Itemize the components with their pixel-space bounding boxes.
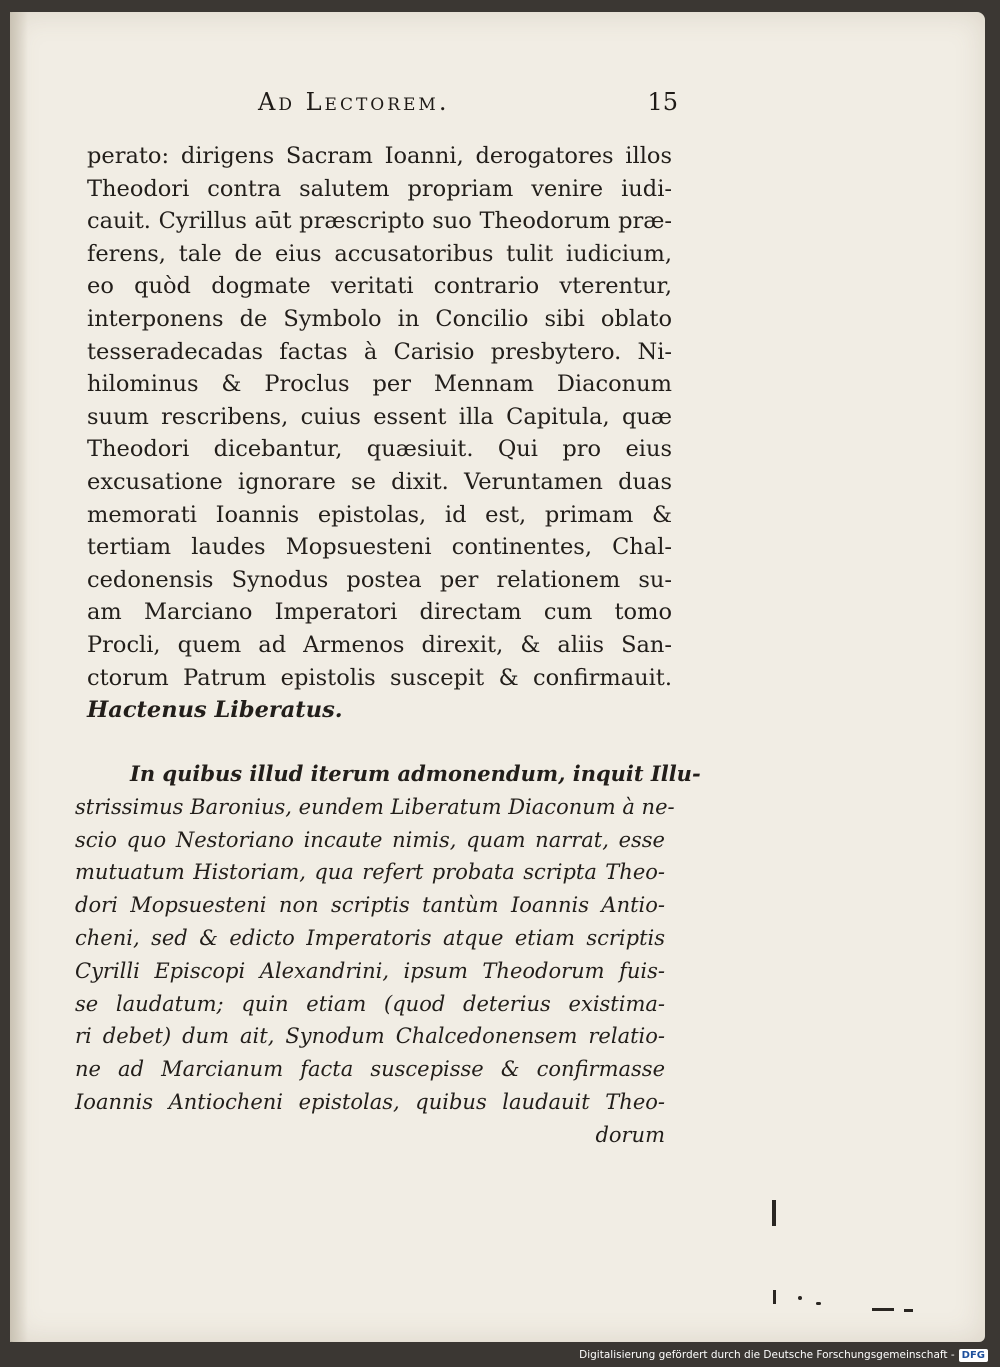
text-line: ctorum Patrum epistolis suscepit & confirmauit. bbox=[87, 664, 672, 691]
running-head: Ad Lectorem. bbox=[258, 88, 450, 116]
catchword: dorum bbox=[595, 1122, 665, 1147]
italic-line: Cyrilli Episcopi Alexandrini, ipsum Theodorum fuis- bbox=[75, 958, 665, 983]
text-line: Theodori dicebantur, quæsiuit. Qui pro eius bbox=[87, 436, 672, 463]
ink-mark bbox=[772, 1200, 776, 1226]
italic-line: ne ad Marcianum facta suscepisse & confirmasse bbox=[75, 1057, 665, 1082]
text-line: tertiam laudes Mopsuesteni continentes, Chal- bbox=[87, 534, 672, 561]
text-line: cauit. Cyrillus aūt præscripto suo Theodorum præ- bbox=[87, 208, 672, 235]
italic-line: Ioannis Antiocheni epistolas, quibus laudauit Theo- bbox=[75, 1089, 665, 1114]
text-line: eo quòd dogmate veritati contrario vterentur, bbox=[87, 273, 672, 300]
credit-text: Digitalisierung gefördert durch die Deutsche Forschungsgemeinschaft - bbox=[579, 1349, 955, 1361]
italic-line: cheni, sed & edicto Imperatoris atque etiam scriptis bbox=[75, 925, 665, 950]
text-line: suum rescribens, cuius essent illa Capitula, quæ bbox=[87, 403, 672, 430]
dfg-logo: DFG bbox=[959, 1349, 988, 1362]
page-number: 15 bbox=[647, 88, 678, 116]
page-header bbox=[258, 88, 678, 128]
italic-line: ri debet) dum ait, Synodum Chalcedonensem relatio- bbox=[75, 1024, 665, 1049]
italic-quotation-block bbox=[75, 758, 701, 1152]
text-line: tesseradecadas factas à Carisio presbytero. Ni- bbox=[87, 338, 672, 365]
text-line: memorati Ioannis epistolas, id est, primam & bbox=[87, 501, 672, 528]
ink-mark bbox=[872, 1308, 894, 1311]
ink-mark bbox=[773, 1290, 776, 1304]
text-line: ferens, tale de eius accusatoribus tulit iudicium, bbox=[87, 240, 672, 267]
text-line: Procli, quem ad Armenos direxit, & aliis San- bbox=[87, 631, 672, 658]
text-line: excusatione ignorare se dixit. Veruntamen duas bbox=[87, 468, 672, 495]
italic-line: scio quo Nestoriano incaute nimis, quam narrat, esse bbox=[75, 827, 665, 852]
ink-speck bbox=[798, 1296, 802, 1300]
page-gutter-shadow bbox=[10, 12, 28, 1342]
attribution-line: Hactenus Liberatus. bbox=[87, 697, 343, 724]
text-line: interponens de Symbolo in Concilio sibi oblato bbox=[87, 305, 672, 332]
italic-line: dori Mopsuesteni non scriptis tantùm Ioannis Antio- bbox=[75, 893, 665, 918]
text-line: Theodori contra salutem propriam venire iudi- bbox=[87, 175, 672, 202]
text-line: cedonensis Synodus postea per relationem su- bbox=[87, 566, 672, 593]
text-line: am Marciano Imperatori directam cum tomo bbox=[87, 599, 672, 626]
digitization-credit bbox=[575, 1347, 992, 1363]
roman-text-block bbox=[87, 140, 672, 727]
italic-line: se laudatum; quin etiam (quod deterius existima- bbox=[75, 991, 665, 1016]
text-line: hilominus & Proclus per Mennam Diaconum bbox=[87, 371, 672, 398]
italic-line: strissimus Baronius, eundem Liberatum Diaconum à ne- bbox=[75, 794, 675, 819]
text-line: perato: dirigens Sacram Ioanni, derogatores illos bbox=[87, 143, 672, 169]
ink-mark bbox=[904, 1309, 913, 1312]
ink-speck bbox=[816, 1302, 821, 1305]
italic-line: mutuatum Historiam, qua refert probata scripta Theo- bbox=[75, 860, 665, 885]
italic-line: In quibus illud iterum admonendum, inquit Illu- bbox=[130, 761, 701, 786]
